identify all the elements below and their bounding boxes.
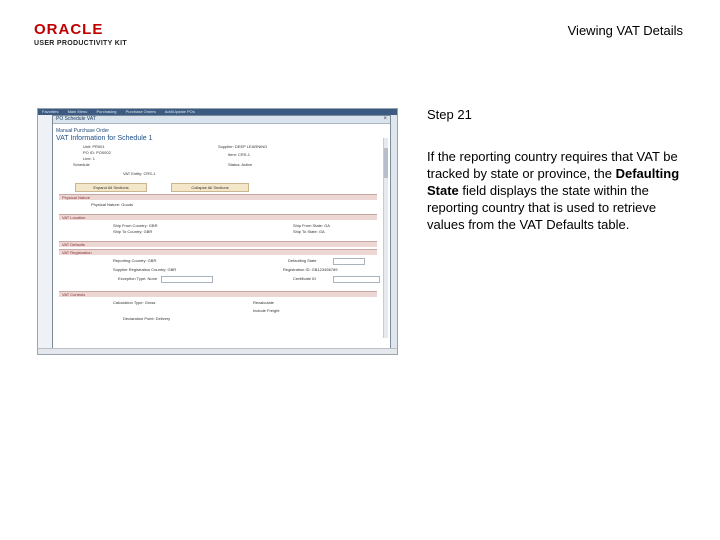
menubar-item: Main Menu	[67, 109, 88, 114]
description-text: If the reporting country requires that VAT be tracked by state or province, the	[427, 149, 678, 181]
supplier-registration-country-field: Supplier Registration Country: GBR	[113, 267, 177, 272]
dialog-heading: VAT Information for Schedule 1	[56, 135, 153, 142]
ship-from-state-field: Ship From State: GA	[293, 223, 330, 228]
embedded-screenshot	[37, 108, 398, 355]
description-emphasis: Defaulting State	[427, 166, 680, 198]
expand-all-button[interactable]: Expand All Sections	[75, 183, 147, 192]
registration-id-field: Registration ID: GB123456789	[283, 267, 338, 272]
dialog-subheader: Manual Purchase Order	[56, 128, 110, 134]
menubar-item: Favorites	[42, 109, 59, 114]
menubar-item: Add/Update POs	[164, 109, 195, 114]
certificate-id-input[interactable]	[333, 276, 380, 283]
ship-from-field: Ship From Country: GBR	[113, 223, 158, 228]
menubar-item: Purchasing	[96, 109, 117, 114]
section-physical-nature[interactable]: Physical Nature	[59, 194, 377, 200]
status-field: Status: Active	[228, 162, 253, 167]
include-freight-checkbox[interactable]: Include Freight	[253, 308, 280, 313]
exception-type-field: Exception Type: None	[118, 276, 158, 281]
background-page-column	[38, 115, 52, 354]
reporting-country-field: Reporting Country: GBR	[113, 258, 157, 263]
physical-nature-field: Physical Nature: Goods	[91, 202, 134, 207]
declaration-point-field: Declaration Point: Delivery	[123, 316, 171, 321]
dialog-vertical-scrollbar[interactable]	[383, 138, 388, 338]
supplier-field: Supplier: DEEP LEARNING	[218, 144, 268, 149]
close-icon[interactable]: ×	[383, 116, 387, 122]
line-field: Line: 1	[83, 156, 96, 161]
oracle-upk-logo	[34, 22, 134, 47]
defaulting-state-input[interactable]	[333, 258, 365, 265]
vat-entity-field: VAT Entity: CRS-1	[123, 171, 156, 176]
ship-to-state-field: Ship To State: GA	[293, 229, 325, 234]
description-text: field displays the state within the reporting country that is used to retrieve values from the VAT Defaults table.	[427, 183, 657, 232]
exception-type-select[interactable]	[161, 276, 213, 283]
step-label: Step 21	[427, 107, 472, 122]
item-field: Item: CRS-1	[228, 152, 251, 157]
section-vat-controls[interactable]: VAT Controls	[59, 291, 377, 297]
recalculate-checkbox[interactable]: Recalculate	[253, 300, 274, 305]
step-description	[427, 148, 697, 233]
schedule-field: Schedule	[73, 162, 90, 167]
section-vat-defaults[interactable]: VAT Defaults	[59, 241, 377, 247]
logo-product: USER PRODUCTIVITY KIT	[34, 40, 127, 47]
screenshot-horizontal-scrollbar[interactable]	[38, 348, 397, 354]
section-vat-registration[interactable]: VAT Registration	[59, 249, 377, 255]
vat-dialog	[52, 115, 391, 350]
slide-title: Viewing VAT Details	[567, 23, 683, 38]
certificate-id-field: Certificate ID	[293, 276, 317, 281]
defaulting-state-field: Defaulting State	[288, 258, 317, 263]
ship-to-field: Ship To Country: GBR	[113, 229, 153, 234]
dialog-titlebar	[53, 116, 390, 124]
collapse-all-button[interactable]: Collapse All Sections	[171, 183, 249, 192]
dialog-title: PO Schedule VAT	[56, 116, 96, 122]
menubar-item: Purchase Orders	[125, 109, 156, 114]
calculation-type-field: Calculation Type: Gross	[113, 300, 156, 305]
po-id-field: PO ID: PO0002	[83, 150, 111, 155]
unit-field: Unit: PR001	[83, 144, 105, 149]
logo-brand: ORACLE	[34, 21, 104, 38]
section-vat-location[interactable]: VAT Location	[59, 214, 377, 220]
